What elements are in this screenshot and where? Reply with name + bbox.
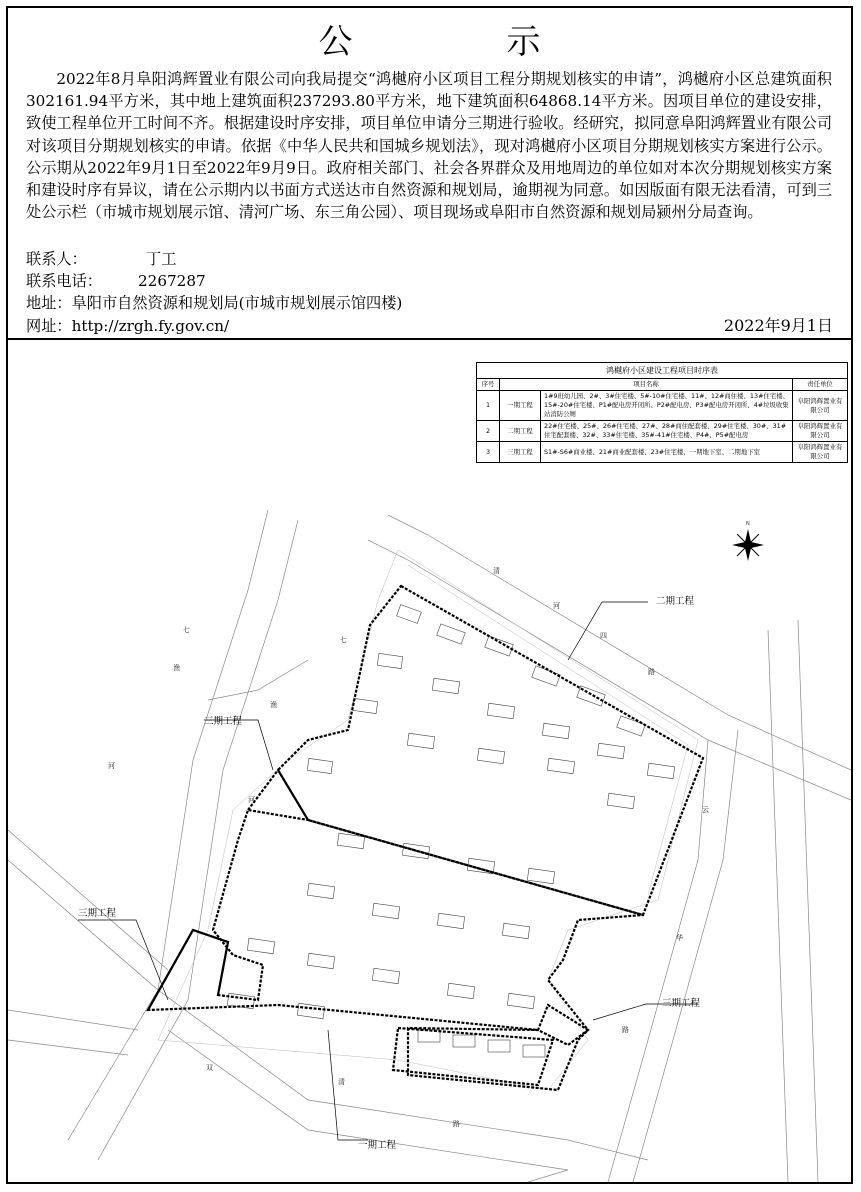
road-char: 七 bbox=[340, 636, 347, 644]
contact-phone bbox=[26, 270, 206, 292]
phone-value: 2267287 bbox=[138, 272, 206, 290]
contact-label: 联系人： bbox=[26, 250, 87, 268]
row-unit: 阜阳鸿辉置业有限公司 bbox=[793, 442, 848, 463]
road-char: 云 bbox=[702, 806, 709, 814]
contact-address bbox=[26, 292, 402, 314]
header-index: 序号 bbox=[477, 379, 500, 391]
compass-north: N bbox=[746, 521, 750, 527]
compass-icon bbox=[732, 521, 764, 561]
phase-boundaries bbox=[148, 586, 703, 1090]
road-char: 清 bbox=[338, 1078, 345, 1086]
notice-frame bbox=[6, 6, 853, 1184]
schedule-header-row bbox=[477, 379, 848, 391]
road-char: 路 bbox=[622, 1026, 629, 1034]
row-index: 3 bbox=[477, 442, 500, 463]
site-plan bbox=[8, 340, 851, 1182]
road-char: 华 bbox=[676, 934, 683, 942]
address-value: 阜阳市自然资源和规划局(市城市规划展示馆四楼) bbox=[71, 294, 403, 312]
road-char: 河 bbox=[108, 762, 115, 770]
website-link[interactable]: http://zrgh.fy.gov.cn/ bbox=[71, 317, 230, 335]
label-phase3-southwest: 三期工程 bbox=[78, 908, 117, 919]
road-char: 四 bbox=[600, 632, 607, 640]
website-label: 网址： bbox=[26, 317, 72, 335]
road-char: 路 bbox=[453, 1120, 460, 1128]
row-phase: 一期工程 bbox=[500, 391, 541, 421]
row-index: 2 bbox=[477, 421, 500, 442]
road-char: 双 bbox=[206, 1064, 213, 1072]
road-char: 河 bbox=[248, 796, 255, 804]
schedule-table bbox=[476, 362, 848, 463]
label-phase2: 二期工程 bbox=[656, 596, 695, 607]
label-phase3-west: 三期工程 bbox=[204, 716, 243, 727]
row-index: 1 bbox=[477, 391, 500, 421]
notice-section bbox=[8, 8, 851, 340]
header-unit: 责任单位 bbox=[793, 379, 848, 391]
label-phase3-south: 三期工程 bbox=[662, 998, 701, 1009]
contact-person bbox=[26, 248, 176, 270]
address-label: 地址： bbox=[26, 294, 72, 312]
road-char: 河 bbox=[553, 602, 560, 610]
schedule-title: 鸿樾府小区建设工程项目时序表 bbox=[476, 362, 848, 378]
table-row bbox=[477, 421, 848, 442]
road-char: 渔 bbox=[173, 664, 180, 672]
site-context bbox=[158, 550, 698, 1090]
contact-name: 丁工 bbox=[146, 250, 177, 268]
row-unit: 阜阳鸿辉置业有限公司 bbox=[793, 391, 848, 421]
row-phase: 二期工程 bbox=[500, 421, 541, 442]
road-char: 七 bbox=[183, 626, 190, 634]
road-char: 渔 bbox=[270, 701, 277, 709]
notice-title: 公 示 bbox=[318, 22, 601, 62]
road-char: 清 bbox=[493, 567, 500, 575]
row-items: 1#9班幼儿园、2#、3#住宅楼、5#-10#住宅楼、11#、12#商住楼、13#住宅楼、15#-20#住宅楼、P1#配电房开闭所、P2#配电房、P3#配电房开闭所、4#垃圾收集站消防公厕 bbox=[541, 391, 793, 421]
phase3-west-boundary bbox=[248, 770, 308, 820]
phone-label: 联系电话： bbox=[26, 272, 102, 290]
notice-date: 2022年9月1日 bbox=[723, 316, 833, 335]
row-phase: 三期工程 bbox=[500, 442, 541, 463]
notice-body: 2022年8月阜阳鸿辉置业有限公司向我局提交“鸿樾府小区项目工程分期规划核实的申请”，鸿樾府小区总建筑面积302161.94平方米，其中地上建筑面积237293.80平方米，地下建筑面积64868.14平方米。因项目单位的建设安排，致使工程单位开工时间不齐。根据建设时序安排，项目单位申请分三期进行验收。经研究，拟同意阜阳鸿辉置业有限公司对该项目分期规划核实的申请。依据《中华人民共和国城乡规划法》，现对鸿樾府小区项目分期规划核实方案进行公示。公示期从2022年9月1日至2022年9月9日。政府相关部门、社会各界群众及用地周边的单位如对本次分期规划核实方案和建设时序有异议，请在公示期内以书面方式送达市自然资源和规划局，逾期视为同意。如因版面有限无法看清，可到三处公示栏（市城市规划展示馆、清河广场、东三角公园）、项目现场或阜阳市自然资源和规划局颍州分局查询。 bbox=[26, 70, 832, 222]
road-char: 路 bbox=[648, 668, 655, 676]
contact-website bbox=[26, 315, 229, 337]
row-items: 22#住宅楼、25#、26#住宅楼、27#、28#商住配套楼、29#住宅楼、30#、31#住宅配套楼、32#、33#住宅楼、35#-41#住宅楼、P4#、P5#配电房 bbox=[541, 421, 793, 442]
table-row bbox=[477, 391, 848, 421]
site-plan-drawing bbox=[8, 340, 851, 1182]
road-lines bbox=[8, 510, 851, 1182]
header-project: 项目名称 bbox=[500, 379, 793, 391]
label-phase1: 一期工程 bbox=[358, 1140, 397, 1151]
row-items: S1#-S6#商业楼、21#商业配套楼、23#住宅楼、一期地下室、二期地下室 bbox=[541, 442, 793, 463]
row-unit: 阜阳鸿辉置业有限公司 bbox=[793, 421, 848, 442]
table-row bbox=[477, 442, 848, 463]
building-blocks bbox=[227, 605, 674, 1057]
